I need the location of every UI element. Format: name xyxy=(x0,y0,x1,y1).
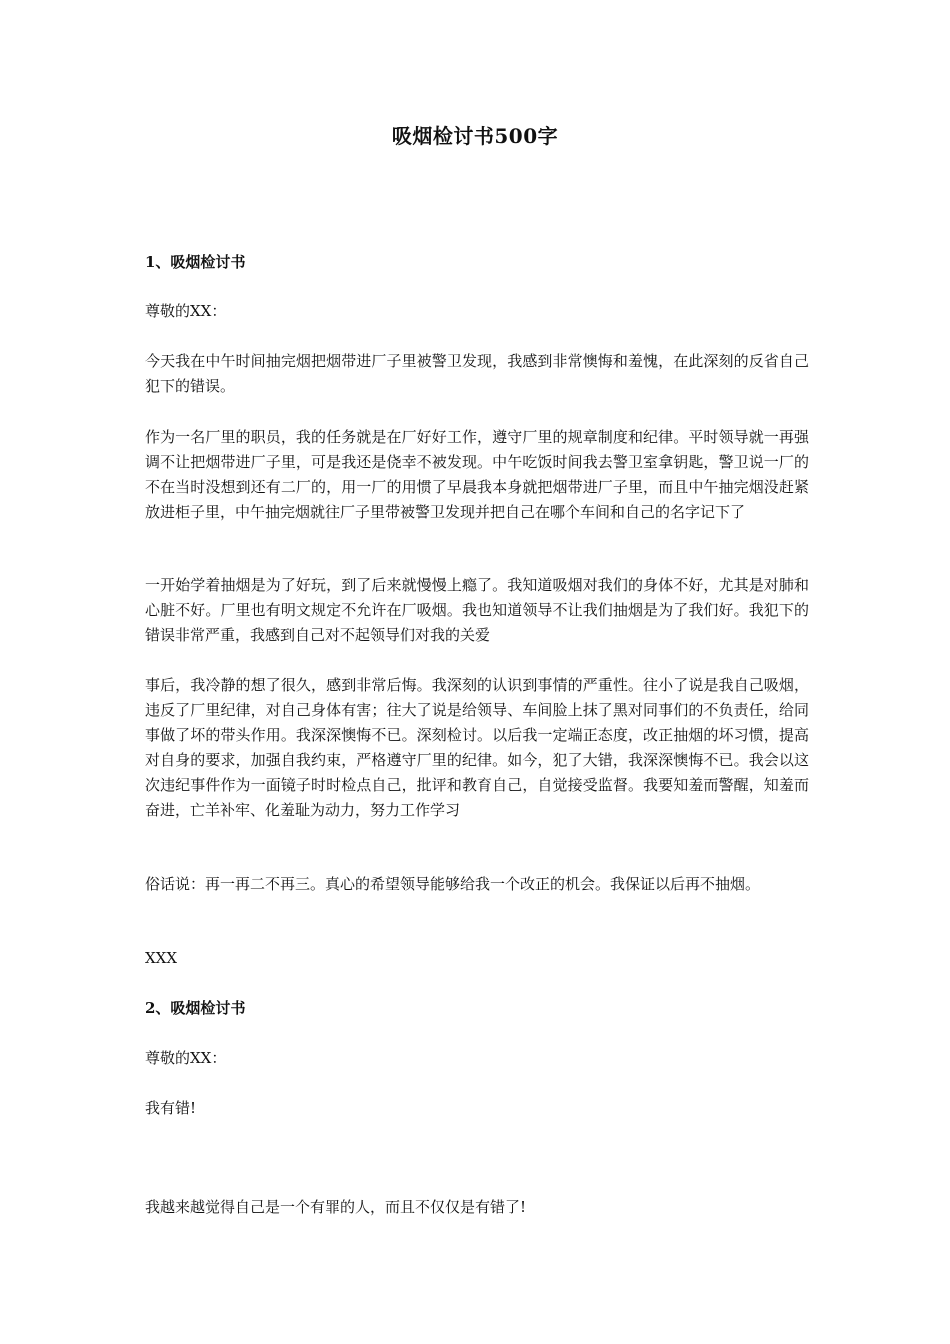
section-1-paragraph-2: 作为一名厂里的职员，我的任务就是在厂好好工作，遵守厂里的规章制度和纪律。平时领导就一再强调不让把烟带进厂子里，可是我还是侥幸不被发现。中午吃饭时间我去警卫室拿钥匙，警卫说一厂的不在当时没想到还有二厂的，用一厂的用惯了早晨我本身就把烟带进厂子里，而且中午抽完烟没赶紧放进柜子里，中午抽完烟就往厂子里带被警卫发现并把自己在哪个车间和自己的名字记下了 xyxy=(145,428,809,521)
section-2-heading: 2、吸烟检讨书 xyxy=(145,999,246,1017)
section-1-paragraph-1: 今天我在中午时间抽完烟把烟带进厂子里被警卫发现，我感到非常懊悔和羞愧，在此深刻的反省自己犯下的错误。 xyxy=(145,352,809,395)
section-1-paragraph-3: 一开始学着抽烟是为了好玩，到了后来就慢慢上瘾了。我知道吸烟对我们的身体不好，尤其是对肺和心脏不好。厂里也有明文规定不允许在厂吸烟。我也知道领导不让我们抽烟是为了我们好。我犯下的错误非常严重，我感到自己对不起领导们对我的关爱 xyxy=(145,576,809,644)
document-title: 吸烟检讨书500字 xyxy=(391,124,559,148)
section-2-salutation: 尊敬的XX： xyxy=(145,1049,227,1067)
section-1-heading: 1、吸烟检讨书 xyxy=(145,253,246,271)
section-1-paragraph-5: 俗话说：再一再二不再三。真心的希望领导能够给我一个改正的机会。我保证以后再不抽烟。 xyxy=(145,875,761,893)
section-2-paragraph-2: 我越来越觉得自己是一个有罪的人，而且不仅仅是有错了! xyxy=(145,1198,527,1216)
section-2-paragraph-1: 我有错! xyxy=(145,1099,197,1117)
section-1-salutation: 尊敬的XX： xyxy=(145,302,227,320)
section-1-paragraph-4: 事后，我冷静的想了很久，感到非常后悔。我深刻的认识到事情的严重性。往小了说是我自己吸烟，违反了厂里纪律，对自己身体有害；往大了说是给领导、车间脸上抹了黑对同事们的不负责任，给同事做了坏的带头作用。我深深懊悔不已。深刻检讨。以后我一定端正态度，改正抽烟的坏习惯，提高对自身的要求，加强自我约束，严格遵守厂里的纪律。如今，犯了大错，我深深懊悔不已。我会以这次违纪事件作为一面镜子时时检点自己，批评和教育自己，自觉接受监督。我要知羞而警醒，知羞而奋进，亡羊补牢、化羞耻为动力，努力工作学习 xyxy=(145,676,809,819)
section-1-signature: XXX xyxy=(145,949,178,967)
